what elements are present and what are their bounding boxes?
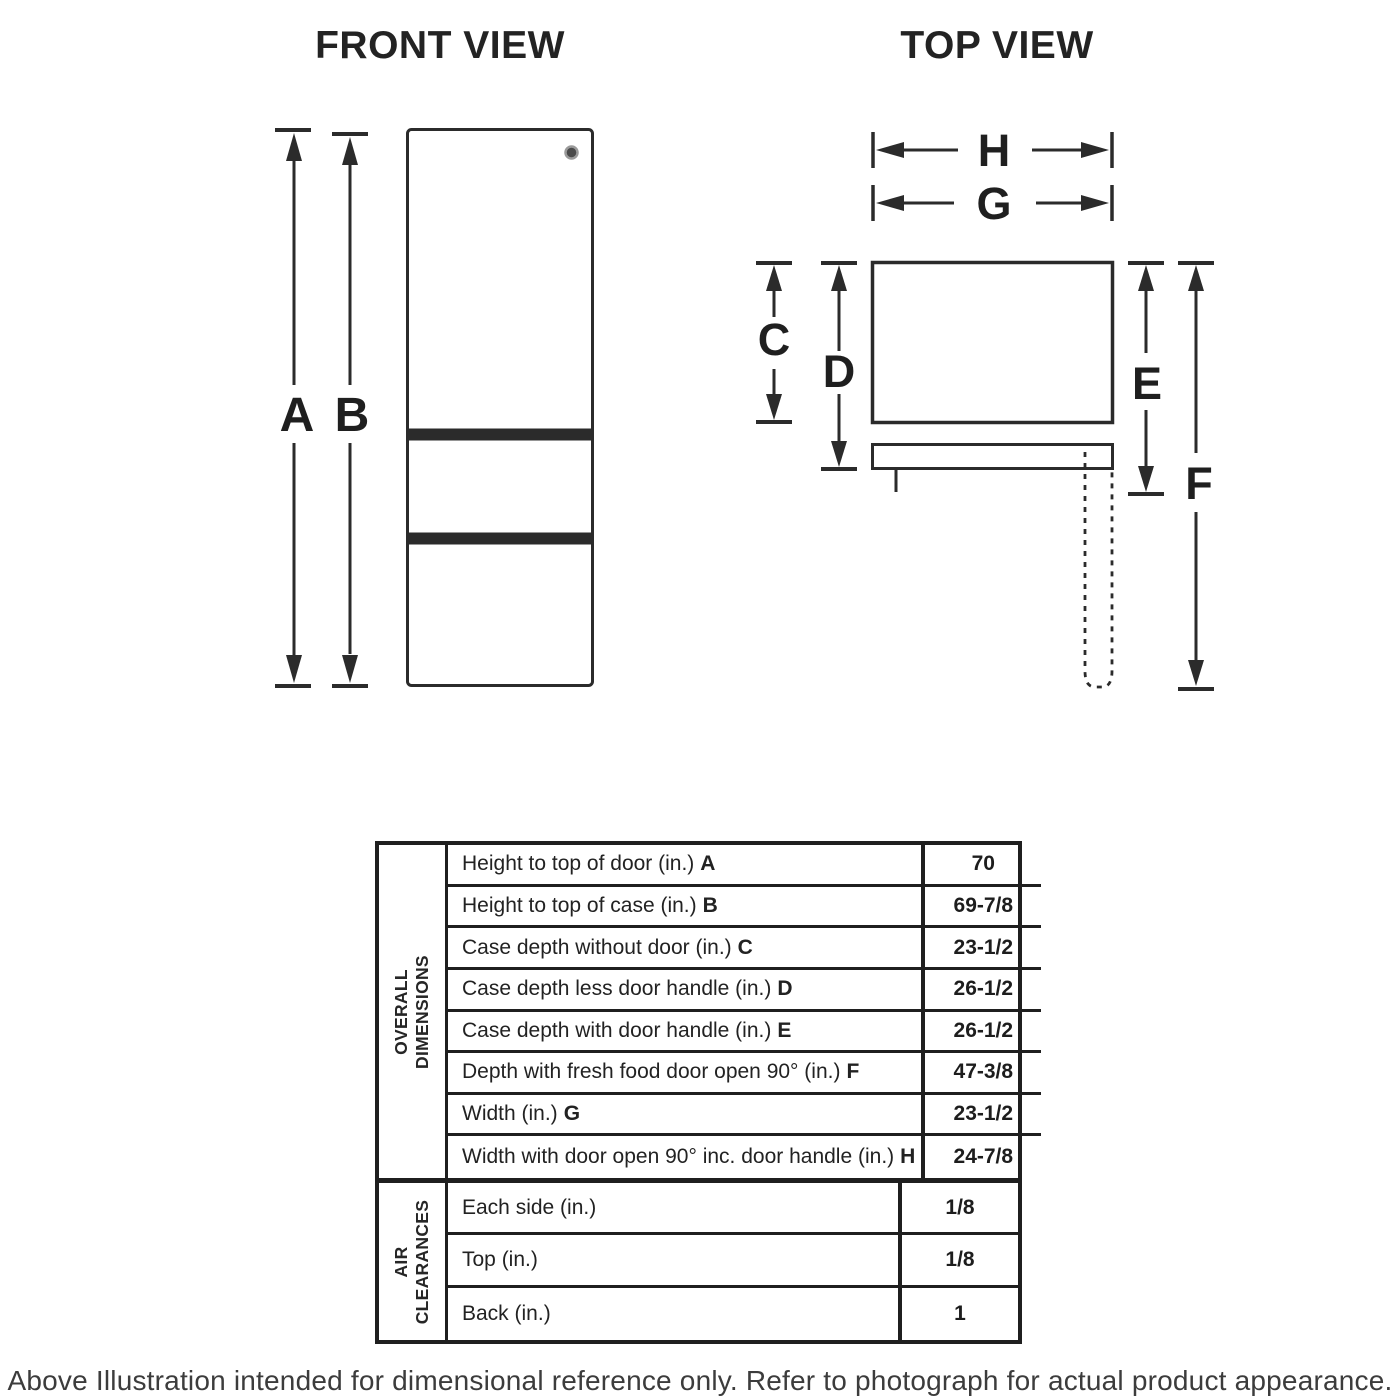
row-value: 1/8 [898, 1183, 1018, 1232]
front-view-drawing [408, 130, 593, 686]
dimensions-table [375, 841, 1022, 1344]
row-label: Each side (in.) [462, 1195, 597, 1219]
front-view-title: FRONT VIEW [315, 24, 565, 67]
dim-label-f: F [1185, 458, 1213, 509]
dim-label-b: B [334, 389, 370, 442]
top-view-drawing [873, 263, 1113, 688]
row-label: Top (in.) [462, 1247, 538, 1271]
row-label: Width with door open 90° inc. door handle (in.) [462, 1145, 895, 1169]
top-view-title: TOP VIEW [900, 24, 1094, 67]
row-label: Depth with fresh food door open 90° (in.) [462, 1060, 841, 1084]
row-label: Case depth without door (in.) [462, 935, 732, 959]
row-label: Width (in.) [462, 1102, 558, 1126]
fridge-outline [408, 130, 593, 686]
overall-dimensions-group-label: OVERALL DIMENSIONS [391, 954, 432, 1069]
air-clearances-rows [448, 1183, 1018, 1340]
row-letter: G [563, 1102, 581, 1126]
dim-label-g: G [976, 178, 1012, 229]
table-row [448, 1095, 1041, 1137]
row-value: 23-1/2 [921, 928, 1041, 967]
table-row [448, 1235, 1018, 1287]
table-row [448, 887, 1041, 929]
dim-label-c: C [757, 314, 791, 365]
table-row [448, 1136, 1041, 1178]
dim-label-d: D [822, 346, 856, 397]
row-label: Case depth with door handle (in.) [462, 1018, 772, 1042]
dim-label-e: E [1131, 358, 1163, 409]
row-letter: F [846, 1060, 860, 1084]
footnote: Above Illustration intended for dimensional reference only. Refer to photograph for actual product appearance. [7, 1365, 1393, 1396]
dim-label-a: A [279, 389, 315, 442]
open-door-handle-dashed [1085, 452, 1112, 687]
table-row [448, 845, 1041, 887]
table-row [448, 1053, 1041, 1095]
row-label: Case depth less door handle (in.) [462, 977, 772, 1001]
row-value: 23-1/2 [921, 1095, 1041, 1134]
row-letter: C [737, 935, 753, 959]
air-clearances-group-cell [379, 1183, 448, 1340]
door-divider-band [409, 429, 591, 441]
row-value: 24-7/8 [921, 1136, 1041, 1178]
overall-dimensions-rows [448, 845, 1018, 1178]
row-label: Back (in.) [462, 1301, 551, 1325]
row-label: Height to top of case (in.) [462, 893, 697, 917]
door-divider-band [409, 533, 591, 545]
dim-label-h: H [977, 125, 1011, 176]
table-row [448, 970, 1041, 1012]
row-value: 26-1/2 [921, 1012, 1041, 1051]
row-letter: H [900, 1145, 916, 1169]
row-letter: D [777, 977, 793, 1001]
row-letter: B [702, 893, 718, 917]
table-row [448, 1288, 1018, 1340]
row-letter: E [777, 1018, 792, 1042]
door-outline [873, 445, 1113, 469]
row-value: 1/8 [898, 1235, 1018, 1284]
brand-logo-icon [566, 147, 578, 159]
row-value: 47-3/8 [921, 1053, 1041, 1092]
row-label: Height to top of door (in.) [462, 852, 695, 876]
table-row [448, 1183, 1018, 1235]
table-row [448, 928, 1041, 970]
row-letter: A [700, 852, 716, 876]
row-value: 70 [921, 845, 1041, 884]
air-clearances-group-label: AIR CLEARANCES [391, 1199, 432, 1324]
row-value: 69-7/8 [921, 887, 1041, 926]
row-value: 1 [898, 1288, 1018, 1340]
overall-dimensions-section [379, 845, 1018, 1183]
table-row [448, 1012, 1041, 1054]
air-clearances-section [379, 1183, 1018, 1340]
case-outline [873, 263, 1113, 423]
overall-dimensions-group-cell [379, 845, 448, 1178]
row-value: 26-1/2 [921, 970, 1041, 1009]
